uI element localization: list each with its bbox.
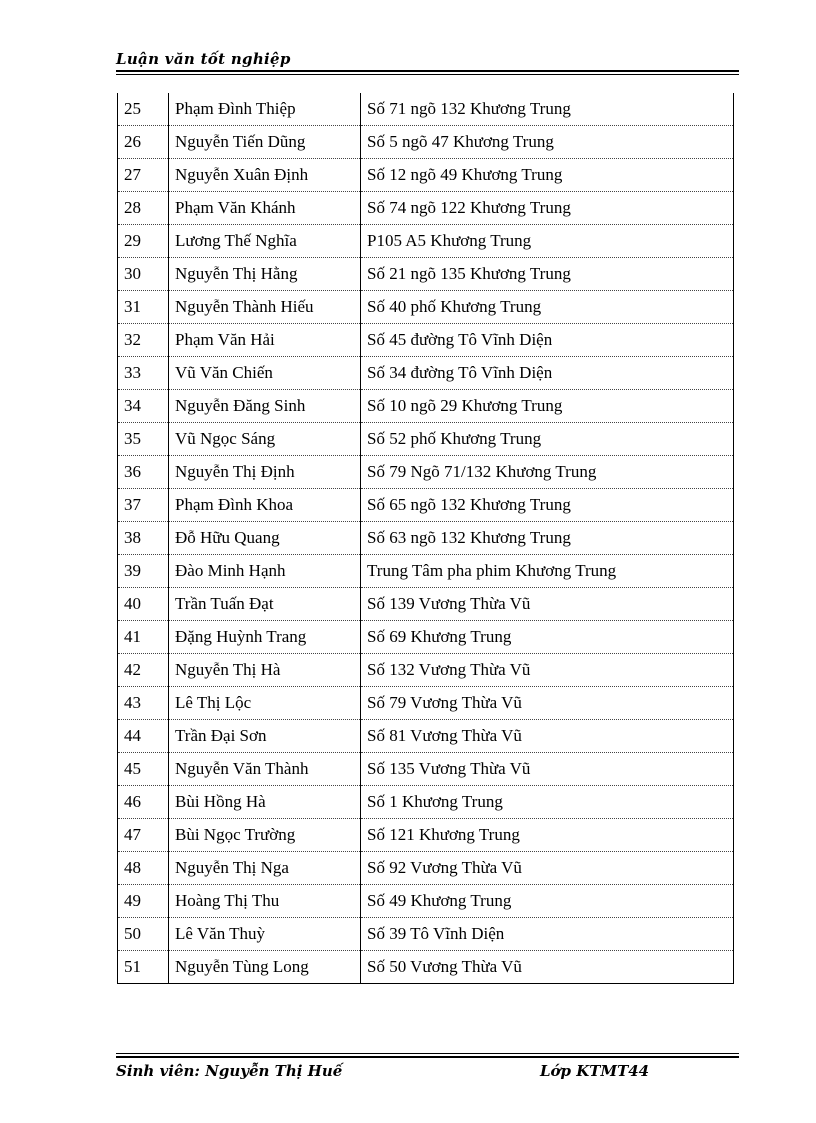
person-address: Số 50 Vương Thừa Vũ <box>361 951 734 984</box>
person-name: Đỗ Hữu Quang <box>169 522 361 555</box>
person-name: Bùi Hồng Hà <box>169 786 361 819</box>
row-number: 29 <box>118 225 169 258</box>
person-address: Số 5 ngõ 47 Khương Trung <box>361 126 734 159</box>
table-row <box>118 687 734 720</box>
person-address: Số 39 Tô Vĩnh Diện <box>361 918 734 951</box>
person-address: Số 71 ngõ 132 Khương Trung <box>361 93 734 126</box>
page-header-title: Luận văn tốt nghiệp <box>116 50 291 68</box>
address-table <box>117 93 734 984</box>
person-address: Số 79 Ngõ 71/132 Khương Trung <box>361 456 734 489</box>
row-number: 51 <box>118 951 169 984</box>
person-name: Trần Đại Sơn <box>169 720 361 753</box>
person-address: Số 34 đường Tô Vĩnh Diện <box>361 357 734 390</box>
row-number: 49 <box>118 885 169 918</box>
person-name: Nguyễn Thành Hiếu <box>169 291 361 324</box>
person-name: Nguyễn Thị Hà <box>169 654 361 687</box>
table-row <box>118 819 734 852</box>
person-name: Phạm Văn Hải <box>169 324 361 357</box>
table-row <box>118 654 734 687</box>
person-address: Số 69 Khương Trung <box>361 621 734 654</box>
row-number: 42 <box>118 654 169 687</box>
table-row <box>118 192 734 225</box>
person-name: Hoàng Thị Thu <box>169 885 361 918</box>
person-address: Số 132 Vương Thừa Vũ <box>361 654 734 687</box>
table-row <box>118 621 734 654</box>
address-table-body <box>118 93 734 984</box>
person-name: Nguyễn Thị Định <box>169 456 361 489</box>
person-name: Đào Minh Hạnh <box>169 555 361 588</box>
row-number: 46 <box>118 786 169 819</box>
header-rule-thick <box>116 70 739 72</box>
person-address: Số 1 Khương Trung <box>361 786 734 819</box>
row-number: 25 <box>118 93 169 126</box>
row-number: 36 <box>118 456 169 489</box>
table-row <box>118 588 734 621</box>
footer-rule-thick <box>116 1056 739 1058</box>
person-name: Vũ Văn Chiến <box>169 357 361 390</box>
person-name: Nguyễn Thị Nga <box>169 852 361 885</box>
table-row <box>118 93 734 126</box>
footer-class: Lớp KTMT44 <box>540 1062 650 1080</box>
person-name: Nguyễn Đăng Sinh <box>169 390 361 423</box>
footer-student-name: Sinh viên: Nguyễn Thị Huế <box>116 1062 343 1080</box>
person-address: Số 135 Vương Thừa Vũ <box>361 753 734 786</box>
person-address: Số 40 phố Khương Trung <box>361 291 734 324</box>
row-number: 43 <box>118 687 169 720</box>
person-name: Nguyễn Thị Hằng <box>169 258 361 291</box>
person-address: P105 A5 Khương Trung <box>361 225 734 258</box>
table-row <box>118 357 734 390</box>
footer-rule-thin <box>116 1053 739 1054</box>
row-number: 41 <box>118 621 169 654</box>
person-name: Nguyễn Văn Thành <box>169 753 361 786</box>
person-name: Phạm Văn Khánh <box>169 192 361 225</box>
table-row <box>118 159 734 192</box>
table-row <box>118 456 734 489</box>
person-name: Lê Văn Thuỳ <box>169 918 361 951</box>
person-name: Nguyễn Tiến Dũng <box>169 126 361 159</box>
person-address: Số 139 Vương Thừa Vũ <box>361 588 734 621</box>
table-row <box>118 918 734 951</box>
table-row <box>118 951 734 984</box>
row-number: 40 <box>118 588 169 621</box>
row-number: 34 <box>118 390 169 423</box>
person-name: Đặng Huỳnh Trang <box>169 621 361 654</box>
row-number: 30 <box>118 258 169 291</box>
table-row <box>118 126 734 159</box>
person-address: Số 45 đường Tô Vĩnh Diện <box>361 324 734 357</box>
row-number: 27 <box>118 159 169 192</box>
row-number: 33 <box>118 357 169 390</box>
person-name: Bùi Ngọc Trường <box>169 819 361 852</box>
person-address: Số 10 ngõ 29 Khương Trung <box>361 390 734 423</box>
row-number: 38 <box>118 522 169 555</box>
table-row <box>118 753 734 786</box>
table-row <box>118 390 734 423</box>
row-number: 39 <box>118 555 169 588</box>
person-address: Số 21 ngõ 135 Khương Trung <box>361 258 734 291</box>
row-number: 28 <box>118 192 169 225</box>
row-number: 50 <box>118 918 169 951</box>
person-address: Số 81 Vương Thừa Vũ <box>361 720 734 753</box>
person-address: Số 49 Khương Trung <box>361 885 734 918</box>
person-name: Nguyễn Tùng Long <box>169 951 361 984</box>
row-number: 37 <box>118 489 169 522</box>
row-number: 47 <box>118 819 169 852</box>
table-row <box>118 489 734 522</box>
table-row <box>118 324 734 357</box>
person-name: Vũ Ngọc Sáng <box>169 423 361 456</box>
person-name: Phạm Đình Thiệp <box>169 93 361 126</box>
person-address: Số 79 Vương Thừa Vũ <box>361 687 734 720</box>
person-address: Số 12 ngõ 49 Khương Trung <box>361 159 734 192</box>
person-address: Số 63 ngõ 132 Khương Trung <box>361 522 734 555</box>
header-rule-thin <box>116 74 739 75</box>
table-row <box>118 786 734 819</box>
person-address: Số 65 ngõ 132 Khương Trung <box>361 489 734 522</box>
person-address: Số 52 phố Khương Trung <box>361 423 734 456</box>
table-row <box>118 720 734 753</box>
table-row <box>118 852 734 885</box>
person-name: Phạm Đình Khoa <box>169 489 361 522</box>
person-name: Trần Tuấn Đạt <box>169 588 361 621</box>
table-row <box>118 225 734 258</box>
person-address: Số 92 Vương Thừa Vũ <box>361 852 734 885</box>
person-name: Lương Thế Nghĩa <box>169 225 361 258</box>
person-address: Số 121 Khương Trung <box>361 819 734 852</box>
row-number: 45 <box>118 753 169 786</box>
person-name: Lê Thị Lộc <box>169 687 361 720</box>
person-name: Nguyễn Xuân Định <box>169 159 361 192</box>
row-number: 26 <box>118 126 169 159</box>
row-number: 32 <box>118 324 169 357</box>
person-address: Số 74 ngõ 122 Khương Trung <box>361 192 734 225</box>
table-row <box>118 258 734 291</box>
table-row <box>118 423 734 456</box>
table-row <box>118 291 734 324</box>
table-row <box>118 885 734 918</box>
row-number: 48 <box>118 852 169 885</box>
row-number: 35 <box>118 423 169 456</box>
row-number: 44 <box>118 720 169 753</box>
table-row <box>118 555 734 588</box>
person-address: Trung Tâm pha phim Khương Trung <box>361 555 734 588</box>
row-number: 31 <box>118 291 169 324</box>
table-row <box>118 522 734 555</box>
